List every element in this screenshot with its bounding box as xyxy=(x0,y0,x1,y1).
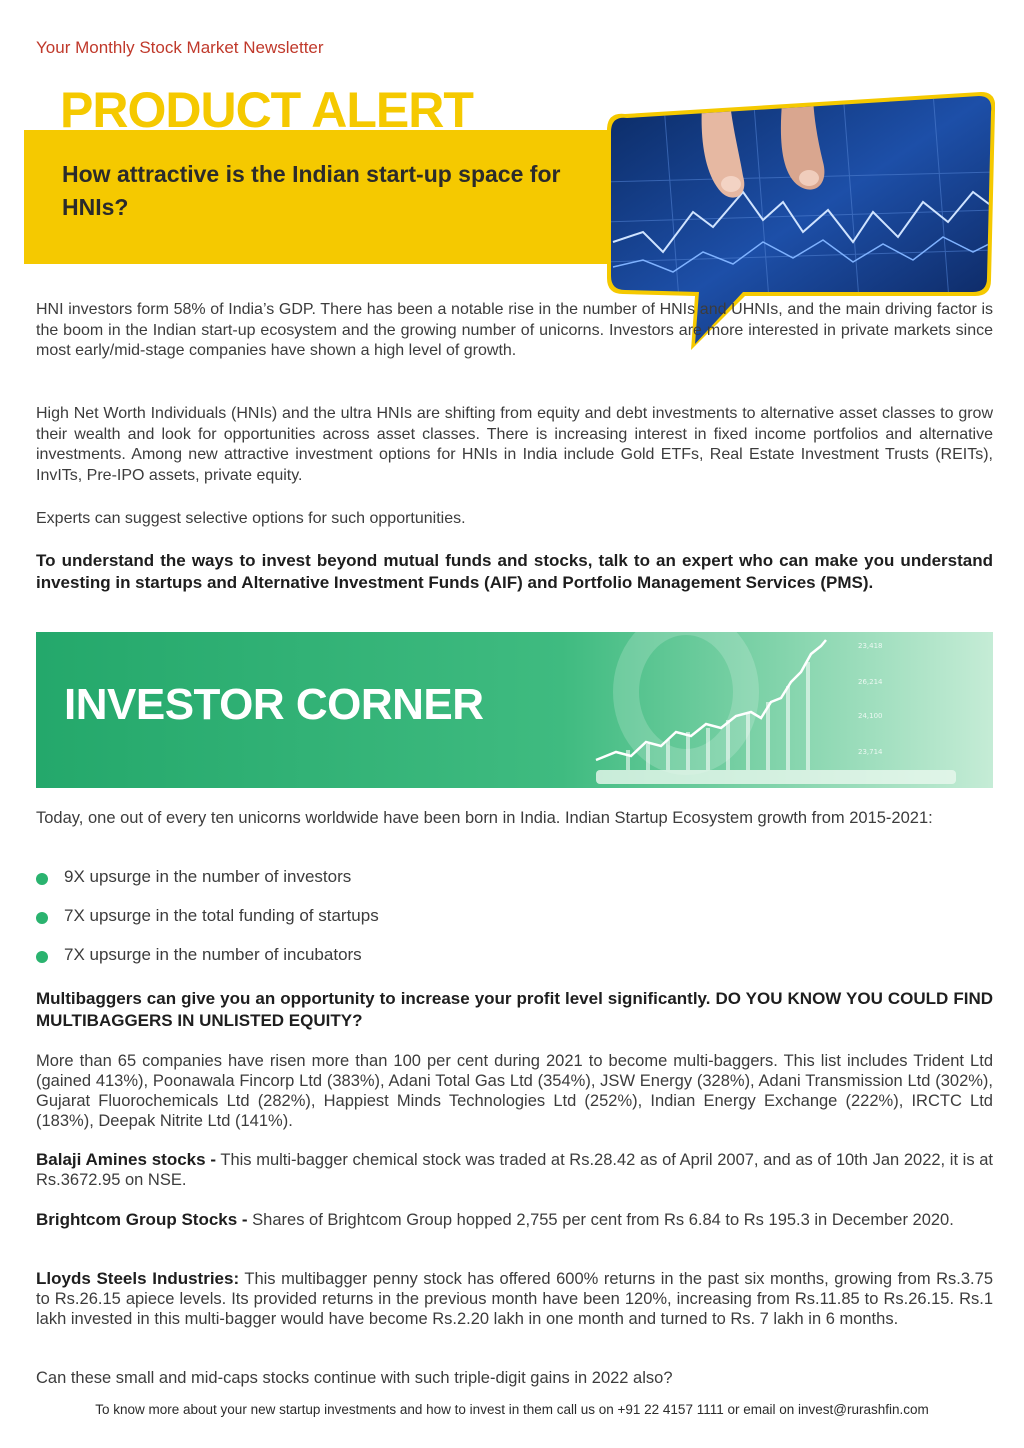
bullet-dot-icon xyxy=(36,912,48,924)
newsletter-label: Your Monthly Stock Market Newsletter xyxy=(36,38,324,57)
stock-description: This multi-bagger chemical stock was traded at Rs.28.42 as of April 2007, and as of 10th Jan 2022, it is at Rs.3672.95 on NSE. xyxy=(36,1151,994,1189)
expert-cta-text: To understand the ways to invest beyond mutual funds and stocks, talk to an expert who can make you understand investing in startups and Alternative Investment Funds (AIF) and Portfolio Management Services (PMS). xyxy=(36,551,993,592)
product-alert-title: PRODUCT ALERT xyxy=(60,82,473,138)
investor-intro-text: Today, one out of every ten unicorns worldwide have been born in India. Indian Startup Ecosystem growth from 2015-2021: xyxy=(36,809,933,827)
multibagger-heading: Multibaggers can give you an opportunity to increase your profit level significantly. DO YOU KNOW YOU COULD FIND MULTIBAGGERS IN UNLISTED EQUITY? xyxy=(36,989,993,1030)
chart-tick-label: 24,100 xyxy=(858,712,883,720)
bullet-dot-icon xyxy=(36,951,48,963)
rising-stock-chart-graphic xyxy=(536,632,993,788)
stock-description: Shares of Brightcom Group hopped 2,755 per cent from Rs 6.84 to Rs 195.3 in December 2020. xyxy=(247,1211,954,1229)
stock-brightcom-group xyxy=(36,1210,993,1230)
closing-question: Can these small and mid-caps stocks continue with such triple-digit gains in 2022 also? xyxy=(36,1369,673,1387)
investor-corner-band xyxy=(36,632,993,788)
article-paragraph-2: High Net Worth Individuals (HNIs) and the ultra HNIs are shifting from equity and debt investments to alternative asset classes to grow their wealth and look for opportunities across asset classes. There is increasing interest in fixed income portfolios and alternative investments. Among new attractive investment options for HNIs in India include Gold ETFs, Real Estate Investment Trusts (REITs), InvITs, Pre-IPO assets, private equity. xyxy=(36,405,993,484)
stock-name: Brightcom Group Stocks - xyxy=(36,1210,248,1229)
stock-name: Balaji Amines stocks - xyxy=(36,1150,217,1169)
stock-description: This multibagger penny stock has offered 600% returns in the past six months, growing from Rs.3.75 to Rs.26.15 apiece levels. Its provided returns in the previous month have been 120%, increasing from Rs.11.85 to Rs.26.15. Rs.1 lakh invested in this multi-bagger would have become Rs.2.20 lakh in one month and turned to Rs. 7 lakh in 6 months. xyxy=(36,1270,993,1328)
stock-balaji-amines xyxy=(36,1150,993,1190)
article-paragraph-1: HNI investors form 58% of India’s GDP. There has been a notable rise in the number of HNIs and UHNIs, and the main driving factor is the boom in the Indian start-up ecosystem and the growing number of unicorns. Investors are more interested in private markets since most early/mid-stage companies have shown a high level of growth. xyxy=(36,301,993,359)
stock-name: Lloyds Steels Industries: xyxy=(36,1269,240,1288)
chart-tick-label: 26,214 xyxy=(858,678,883,686)
investor-corner-title: INVESTOR CORNER xyxy=(64,680,484,729)
product-alert-subtitle: How attractive is the Indian start-up space for HNIs? xyxy=(62,161,561,220)
multibagger-text: More than 65 companies have risen more than 100 per cent during 2021 to become multi-baggers. This list includes Trident Ltd (gained 413%), Poonawala Fincorp Ltd (383%), Adani Total Gas Ltd (354%), JSW Energy (328%), Adani Transmission Ltd (302%), Gujarat Fluorochemicals Ltd (282%), Happiest Minds Technologies Ltd (252%), Indian Energy Exchange (222%), IRCTC Ltd (183%), Deepak Nitrite Ltd (141%). xyxy=(36,1052,993,1130)
chart-tick-label: 23,418 xyxy=(858,642,883,650)
stock-lloyds-steels xyxy=(36,1269,993,1329)
article-paragraph-3: Experts can suggest selective options for such opportunities. xyxy=(36,510,466,527)
footer-contact-text: To know more about your new startup investments and how to invest in them call us on +91 22 4157 1111 or email on invest@rurashfin.com xyxy=(95,1402,929,1417)
chart-tick-label: 23,714 xyxy=(858,748,883,756)
bullet-dot-icon xyxy=(36,873,48,885)
